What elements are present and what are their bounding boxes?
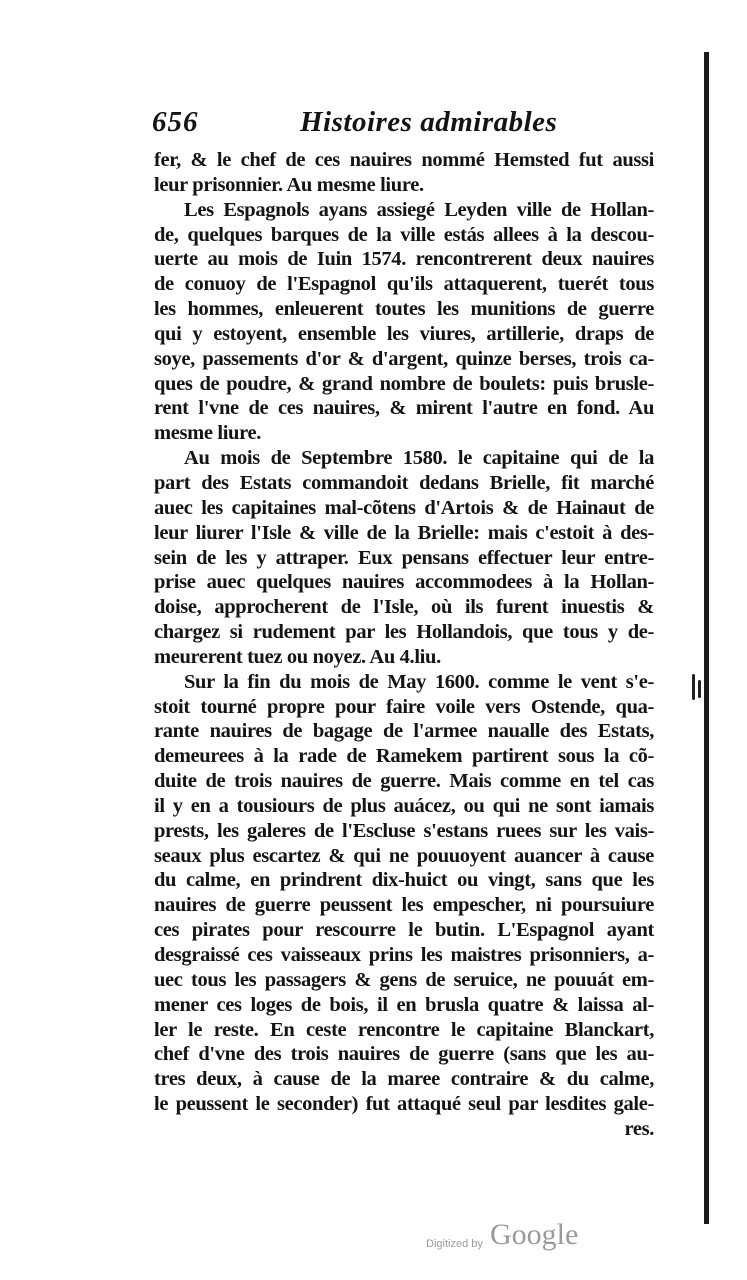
text-line: de conuoy de l'Espagnol qu'ils attaquerent, tuerét tous bbox=[154, 273, 654, 296]
text-line: demeurees à la rade de Ramekem partirent sous la cõ- bbox=[154, 745, 654, 768]
text-line: doise, approcherent de l'Isle, où ils furent inuestis & bbox=[154, 596, 654, 619]
page-number: 656 bbox=[152, 106, 199, 138]
text-line: de, quelques barques de la ville estás allees à la descou- bbox=[154, 223, 654, 246]
text-line: Les Espagnols ayans assiegé Leyden ville de Hollan- bbox=[184, 198, 654, 221]
text-line: mener ces loges de bois, il en brusla quatre & laissa al- bbox=[154, 993, 654, 1016]
text-line: fer, & le chef de ces nauires nommé Hemsted fut aussi bbox=[154, 149, 654, 171]
text-line: il y en a tousiours de plus auácez, ou qui ne sont iamais bbox=[154, 794, 654, 817]
text-line: Au mois de Septembre 1580. le capitaine qui de la bbox=[184, 447, 654, 470]
text-line: rent l'vne de ces nauires, & mirent l'autre en fond. Au bbox=[154, 397, 654, 420]
google-logo: Google bbox=[490, 1218, 579, 1251]
text-line: mesme liure. bbox=[154, 422, 261, 445]
text-line: auec les capitaines mal-cõtens d'Artois & de Hainaut de bbox=[154, 496, 654, 519]
page-header bbox=[152, 106, 692, 146]
text-line: seaux plus escartez & qui ne pouuoyent auancer à cause bbox=[154, 844, 654, 867]
text-line: uec tous les passagers & gens de seruice, ne pouuát em- bbox=[154, 968, 654, 991]
text-line: ques de poudre, & grand nombre de boulets: puis brusle- bbox=[154, 372, 654, 395]
text-line: le peussent le seconder) fut attaqué seul par lesdites gale- bbox=[154, 1093, 654, 1116]
text-line: ces pirates pour rescourre le butin. L'Espagnol ayant bbox=[154, 919, 654, 942]
margin-mark bbox=[690, 670, 704, 706]
text-line: prise auec quelques nauires accommodees à la Hollan- bbox=[154, 571, 654, 594]
text-line: leur liurer l'Isle & ville de la Brielle: mais c'estoit à des- bbox=[154, 521, 654, 544]
text-line: Sur la fin du mois de May 1600. comme le vent s'e- bbox=[184, 670, 654, 693]
text-line: stoit tourné propre pour faire voile vers Ostende, qua- bbox=[154, 695, 654, 718]
text-line: chef d'vne des trois nauires de guerre (sans que les au- bbox=[154, 1043, 654, 1066]
page-edge-rule bbox=[704, 52, 709, 1224]
text-line: chargez si rudement par les Hollandois, que tous y de- bbox=[154, 621, 654, 644]
text-line: part des Estats commandoit dedans Brielle, fit marché bbox=[154, 471, 654, 494]
text-line: duite de trois nauires de guerre. Mais comme en tel cas bbox=[154, 770, 654, 793]
text-line: les hommes, enleuerent toutes les munitions de guerre bbox=[154, 298, 654, 321]
text-line: uerte au mois de Iuin 1574. rencontrerent deux nauires bbox=[154, 248, 654, 271]
text-line: tres deux, à cause de la maree contraire & du calme, bbox=[154, 1068, 654, 1091]
text-line: desgraissé ces vaisseaux prins les maistres prisonniers, a- bbox=[154, 944, 654, 966]
text-line: ler le reste. En ceste rencontre le capitaine Blanckart, bbox=[154, 1018, 654, 1041]
text-line: du calme, en prindrent dix-huict ou vingt, sans que les bbox=[154, 869, 654, 892]
running-title: Histoires admirables bbox=[300, 106, 558, 138]
text-line: res. bbox=[624, 1117, 654, 1140]
text-line: nauires de guerre peussent les empescher, ni poursuiure bbox=[154, 894, 654, 917]
text-line: prests, les galeres de l'Escluse s'estans ruees sur les vais- bbox=[154, 819, 654, 842]
text-line: sein de les y attraper. Eux pensans effectuer leur entre- bbox=[154, 546, 654, 569]
text-line: qui y estoyent, ensemble les viures, artillerie, draps de bbox=[154, 322, 654, 345]
text-line: soye, passements d'or & d'argent, quinze berses, trois ca- bbox=[154, 347, 654, 370]
body-text bbox=[154, 148, 654, 1142]
text-line: rante nauires de bagage de l'armee naualle des Estats, bbox=[154, 720, 654, 743]
watermark-prefix: Digitized by bbox=[426, 1238, 483, 1250]
text-line: leur prisonnier. Au mesme liure. bbox=[154, 173, 424, 196]
text-line: meurerent tuez ou noyez. Au 4.liu. bbox=[154, 645, 441, 668]
